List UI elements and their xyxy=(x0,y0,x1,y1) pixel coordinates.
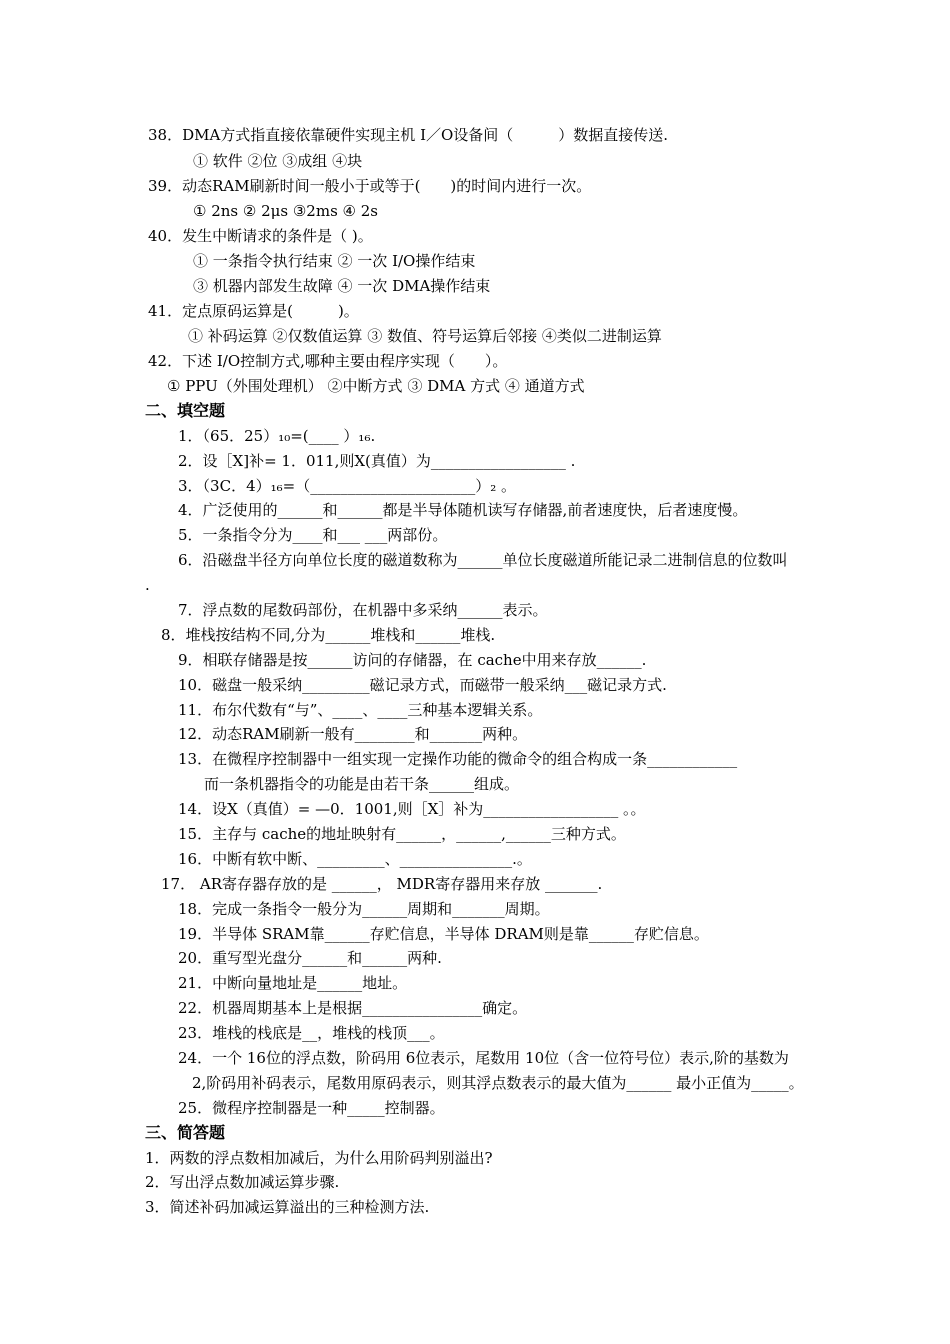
fill-20: 20．重写型光盘分______和______两种. xyxy=(178,949,442,967)
fill-3: 3．（3C．4）₁₆=（______________________）₂ 。 xyxy=(178,477,516,495)
fill-15: 15．主存与 cache的地址映射有______，______,______三种方式。 xyxy=(178,825,626,843)
fill-5: 5．一条指令分为____和___ ___两部份。 xyxy=(178,526,448,544)
fill-6: 6．沿磁盘半径方向单位长度的磁道数称为______单位长度磁道所能记录二进制信息的位数叫 xyxy=(178,551,788,569)
question-39-options: ① 2ns ② 2μs ③2ms ④ 2s xyxy=(193,202,378,220)
fill-21: 21．中断向量地址是______地址。 xyxy=(178,974,408,992)
fill-2: 2．设［X]补= 1．011,则X(真值）为__________________ . xyxy=(178,452,576,470)
fill-11: 11．布尔代数有“与”、____、____三种基本逻辑关系。 xyxy=(178,701,543,719)
fill-25: 25．微程序控制器是一种_____控制器。 xyxy=(178,1099,445,1117)
question-41-options: ① 补码运算 ②仅数值运算 ③ 数值、符号运算后邻接 ④类似二进制运算 xyxy=(188,327,662,345)
question-39: 39．动态RAM刷新时间一般小于或等于( )的时间内进行一次。 xyxy=(148,177,592,195)
question-42-options: ① PPU（外围处理机） ②中断方式 ③ DMA 方式 ④ 通道方式 xyxy=(167,377,585,395)
fill-14: 14．设X（真值）= —0．1001,则［X］补为__________________ 。。 xyxy=(178,800,646,818)
fill-4: 4．广泛使用的______和______都是半导体随机读写存储器,前者速度快，后者速度慢。 xyxy=(178,501,748,519)
fill-18: 18．完成一条指令一般分为______周期和_______周期。 xyxy=(178,900,550,918)
fill-22: 22．机器周期基本上是根据________________确定。 xyxy=(178,999,528,1017)
question-40-options-2: ③ 机器内部发生故障 ④ 一次 DMA操作结束 xyxy=(193,277,491,295)
short-answer-1: 1．两数的浮点数相加减后，为什么用阶码判别溢出? xyxy=(145,1149,493,1167)
fill-17: 17． AR寄存器存放的是 ______， MDR寄存器用来存放 _______. xyxy=(161,875,603,893)
fill-8: 8．堆栈按结构不同,分为______堆栈和______堆栈. xyxy=(161,626,496,644)
question-40-options-1: ① 一条指令执行结束 ② 一次 I/O操作结束 xyxy=(193,252,476,270)
short-answer-3: 3．简述补码加减运算溢出的三种检测方法. xyxy=(145,1198,430,1216)
question-41: 41．定点原码运算是( )。 xyxy=(148,302,359,320)
fill-6-continuation: . xyxy=(145,576,150,594)
question-38: 38．DMA方式指直接依靠硬件实现主机 I／O设备间（ ）数据直接传送. xyxy=(148,126,669,144)
short-answer-section-title: 三、简答题 xyxy=(145,1123,226,1142)
fill-10: 10．磁盘一般采纳_________磁记录方式，而磁带一般采纳___磁记录方式. xyxy=(178,676,667,694)
fill-24: 24．一个 16位的浮点数，阶码用 6位表示，尾数用 10位（含一位符号位）表示,阶的基数为 xyxy=(178,1049,789,1067)
question-40: 40．发生中断请求的条件是（ )。 xyxy=(148,227,373,245)
fill-7: 7．浮点数的尾数码部份，在机器中多采纳______表示。 xyxy=(178,601,548,619)
question-38-options: ① 软件 ②位 ③成组 ④块 xyxy=(193,152,363,170)
question-42: 42．下述 I/O控制方式,哪种主要由程序实现（ ）。 xyxy=(148,352,508,370)
fill-23: 23．堆栈的栈底是__，堆栈的栈顶___。 xyxy=(178,1024,445,1042)
fill-16: 16．中断有软中断、_________、_______________.。 xyxy=(178,850,532,868)
fill-19: 19．半导体 SRAM靠______存贮信息，半导体 DRAM则是靠______存贮信息。 xyxy=(178,925,709,943)
fill-section-title: 二、填空题 xyxy=(145,401,226,420)
short-answer-2: 2．写出浮点数加减运算步骤. xyxy=(145,1173,340,1191)
fill-24-continuation: 2,阶码用补码表示，尾数用原码表示，则其浮点数表示的最大值为______ 最小正值为_____。 xyxy=(192,1074,804,1092)
fill-9: 9．相联存储器是按______访问的存储器，在 cache中用来存放______. xyxy=(178,651,647,669)
fill-13-continuation: 而一条机器指令的功能是由若干条______组成。 xyxy=(204,775,520,793)
fill-1: 1．（65．25）₁₀=(____ ）₁₆. xyxy=(178,427,376,445)
fill-12: 12．动态RAM刷新一般有________和_______两种。 xyxy=(178,725,528,743)
fill-13: 13．在微程序控制器中一组实现一定操作功能的微命令的组合构成一条____________ xyxy=(178,750,738,768)
